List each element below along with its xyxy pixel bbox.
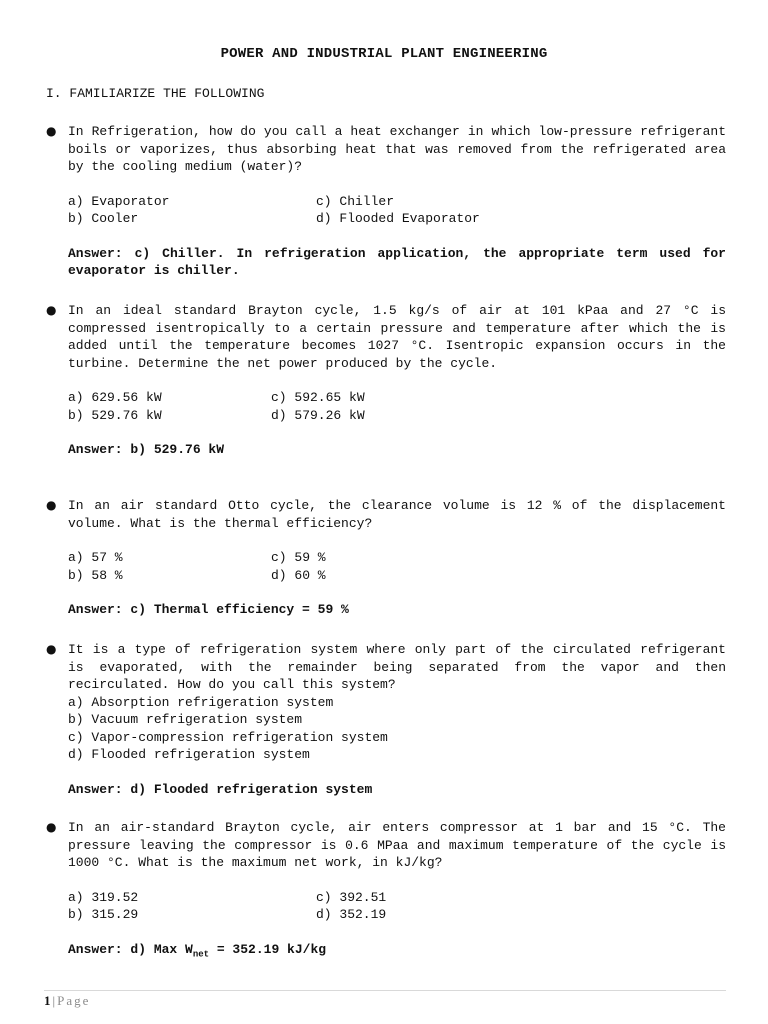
question-item: [46, 123, 726, 280]
option: c) Vapor-compression refrigeration system: [68, 729, 388, 745]
answer-options: [68, 889, 726, 924]
answer-prefix: Answer: d) Max W: [68, 941, 193, 957]
page-number: 1: [44, 993, 51, 1008]
question-item: [46, 497, 726, 619]
answer-options: [68, 389, 726, 424]
option: a) 629.56 kW: [68, 390, 162, 405]
footer-rule: [44, 990, 726, 991]
option: c) 592.65 kW: [271, 390, 365, 405]
bullet-icon: ●: [46, 124, 57, 138]
page-label: Page: [57, 993, 91, 1008]
footer-separator: |: [52, 993, 56, 1008]
answer-subscript: net: [192, 949, 210, 960]
answer-options: [68, 694, 726, 764]
option: c) 392.51: [316, 889, 387, 905]
question-text: In an air standard Otto cycle, the clearance volume is 12 % of the displacement volume. What is the thermal efficiency?: [68, 498, 726, 531]
answer-text: [68, 941, 726, 964]
option: c) Chiller: [316, 193, 395, 209]
question-item: [46, 302, 726, 459]
question-item: [46, 819, 726, 964]
answer-text: Answer: b) 529.76 kW: [68, 442, 225, 457]
option: d) Flooded refrigeration system: [68, 747, 310, 762]
option: d) 60 %: [271, 567, 326, 583]
bullet-icon: ●: [46, 820, 57, 834]
question-item: [46, 641, 726, 798]
bullet-icon: ●: [46, 498, 57, 512]
option: a) Evaporator: [68, 193, 170, 209]
answer-text: Answer: c) Chiller. In refrigeration application, the appropriate term used for evaporator is chiller.: [68, 245, 726, 278]
option: d) Flooded Evaporator: [316, 211, 480, 226]
option: b) 529.76 kW: [68, 407, 162, 423]
question-text: In an air-standard Brayton cycle, air enters compressor at 1 bar and 15 °C. The pressure leaving the compressor is 0.6 MPaa and maximum temperature of the cycle is 1000 °C. What is the maximum net work, in kJ/kg?: [68, 820, 726, 870]
section-heading: I. FAMILIARIZE THE FOLLOWING: [46, 86, 265, 101]
answer-text: Answer: d) Flooded refrigeration system: [68, 781, 373, 797]
option: b) Cooler: [68, 211, 139, 226]
option: a) 57 %: [68, 550, 123, 565]
answer-text: Answer: c) Thermal efficiency = 59 %: [68, 602, 349, 617]
option: a) 319.52: [68, 889, 139, 905]
question-text: In an ideal standard Brayton cycle, 1.5 kg/s of air at 101 kPaa and 27 °C is compressed isentropically to a certain pressure and temperature after which the is added until the temperature becomes 1027 °C. Isentropic expansion occurs in the turbine. Determine the net power produced by the cycle.: [68, 303, 726, 371]
answer-suffix: = 352.19 kJ/kg: [209, 941, 327, 957]
question-text: It is a type of refrigeration system where only part of the circulated refrigerant is evaporated, with the remainder being separated from the vapor and then recirculated. How do you call this system?: [68, 642, 726, 692]
question-text: In Refrigeration, how do you call a heat exchanger in which low-pressure refrigerant boils or vaporizes, thus absorbing heat that was removed from the refrigerated area by the cooling medium (water)?: [68, 124, 726, 174]
answer-options: [68, 193, 726, 228]
answer-options: [68, 549, 726, 584]
document-title: POWER AND INDUSTRIAL PLANT ENGINEERING: [220, 46, 548, 62]
option: c) 59 %: [271, 550, 326, 565]
option: a) Absorption refrigeration system: [68, 694, 334, 710]
option: b) Vacuum refrigeration system: [68, 712, 303, 727]
option: d) 352.19: [316, 907, 387, 922]
option: d) 579.26 kW: [271, 407, 365, 423]
bullet-icon: ●: [46, 642, 57, 656]
page-footer: [44, 993, 90, 1009]
bullet-icon: ●: [46, 303, 57, 317]
option: b) 58 %: [68, 567, 123, 583]
option: b) 315.29: [68, 907, 139, 922]
